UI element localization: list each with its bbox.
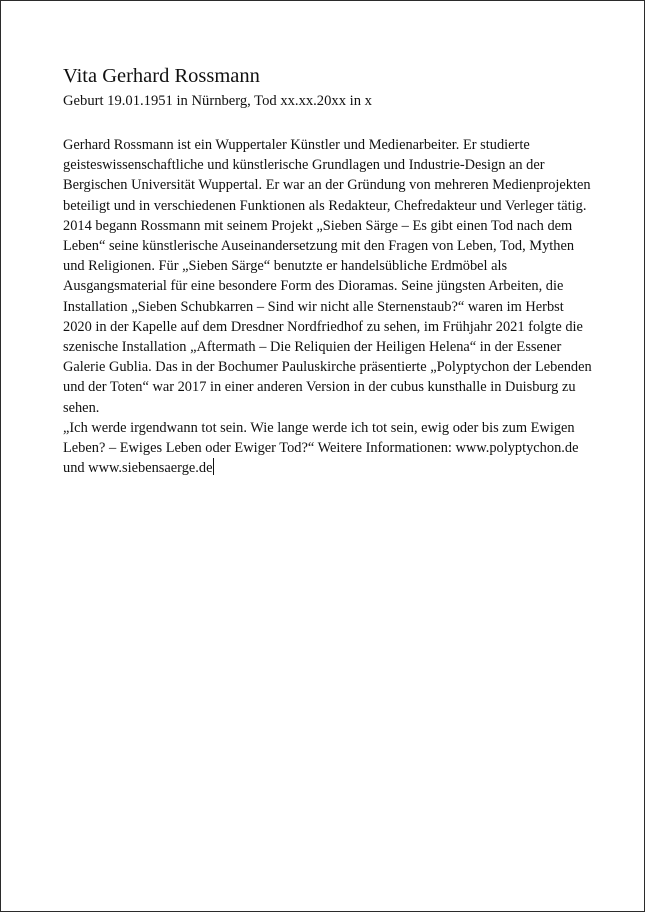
- document-content[interactable]: [63, 63, 593, 478]
- document-title: Vita Gerhard Rossmann: [63, 65, 260, 87]
- quote-paragraph-text: „Ich werde irgendwann tot sein. Wie lange werde ich tot sein, ewig oder bis zum Ewigen Leben? – Ewiges Leben oder Ewiger Tod?“ Weitere Informationen: www.polyptychon.de und www.siebensaerge.de: [63, 419, 579, 477]
- text-cursor: [213, 458, 214, 475]
- biography-paragraph: Gerhard Rossmann ist ein Wuppertaler Künstler und Medienarbeiter. Er studierte geisteswissenschaftliche und künstlerische Grundlagen und Industrie-Design an der Bergischen Universität Wuppertal. Er war an der Gründung von mehreren Medienprojekten beteiligt und in verschiedenen Funktionen als Redakteur, Chefredakteur und Verleger tätig. 2014 begann Rossmann mit seinem Projekt „Sieben Särge – Es gibt einen Tod nach dem Leben“ seine künstlerische Auseinandersetzung mit den Fragen von Leben, Tod, Mythen und Religionen. Für „Sieben Särge“ benutzte er handelsübliche Erdmöbel als Ausgangsmaterial für eine besondere Form des Dioramas. Seine jüngsten Arbeiten, die Installation „Sieben Schubkarren – Sind wir nicht alle Sternenstaub?“ waren im Herbst 2020 in der Kapelle auf dem Dresdner Nordfriedhof zu sehen, im Frühjahr 2021 folgte die szenische Installation „Aftermath – Die Reliquien der Heiligen Helena“ in der Essener Galerie Gublia. Das in der Bochumer Pauluskirche präsentierte „Polyptychon der Lebenden und der Toten“ war 2017 in einer anderen Version in der cubus kunsthalle in Duisburg zu sehen.: [63, 137, 592, 416]
- document-subtitle: Geburt 19.01.1951 in Nürnberg, Tod xx.xx.20xx in x: [63, 93, 372, 109]
- quote-paragraph: [63, 418, 593, 479]
- document-body[interactable]: [63, 135, 593, 478]
